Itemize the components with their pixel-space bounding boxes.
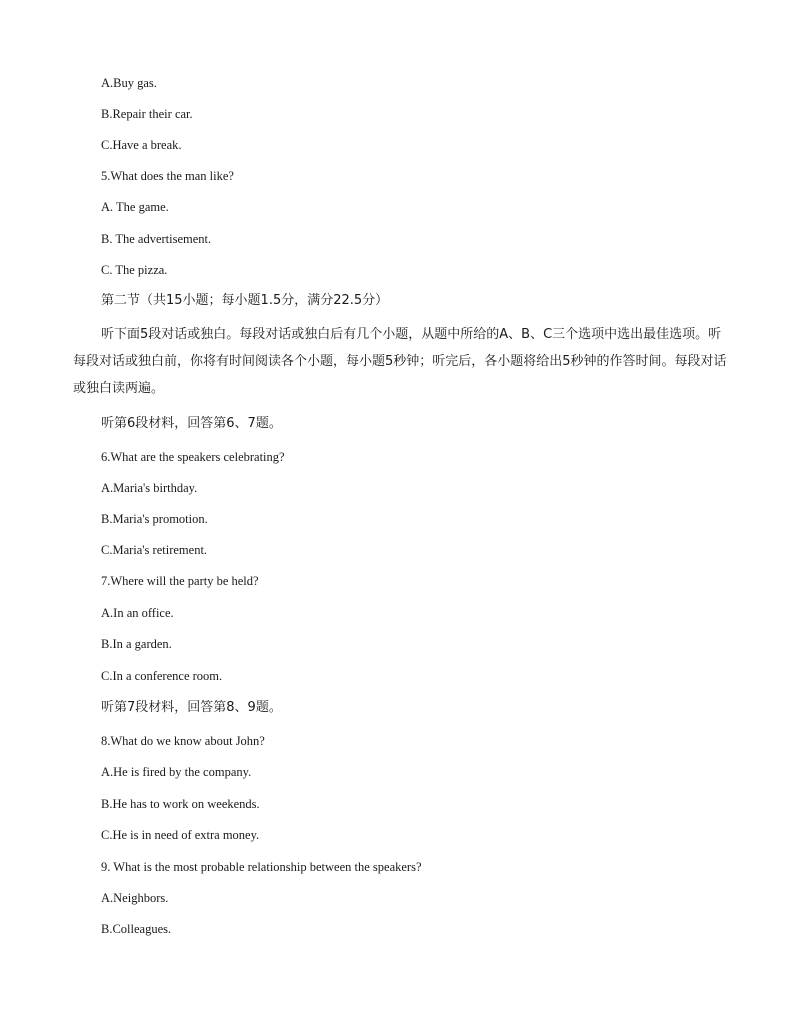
q5-option-c: C. The pizza. (101, 263, 168, 277)
q6-option-a: A.Maria's birthday. (101, 481, 198, 495)
q9-option-a: A.Neighbors. (101, 891, 169, 905)
question-7: 7.Where will the party be held? (101, 574, 259, 588)
q5-option-b: B. The advertisement. (101, 232, 212, 246)
q4-option-c: C.Have a break. (101, 138, 182, 152)
question-5: 5.What does the man like? (101, 169, 234, 183)
section-heading: 第二节（共15小题；每小题1.5分，满分22.5分） (101, 293, 389, 308)
question-9: 9. What is the most probable relationship between the speakers? (101, 860, 422, 874)
q4-option-a: A.Buy gas. (101, 76, 157, 90)
material-6-heading: 听第6段材料，回答第6、7题。 (101, 416, 282, 431)
q6-option-c: C.Maria's retirement. (101, 543, 208, 557)
material-7-heading: 听第7段材料，回答第8、9题。 (101, 700, 282, 715)
q7-option-c: C.In a conference room. (101, 669, 223, 683)
q6-option-b: B.Maria's promotion. (101, 512, 208, 526)
question-6: 6.What are the speakers celebrating? (101, 450, 285, 464)
q8-option-a: A.He is fired by the company. (101, 765, 252, 779)
q8-option-b: B.He has to work on weekends. (101, 797, 260, 811)
q7-option-b: B.In a garden. (101, 637, 172, 651)
section-instructions: 听下面5段对话或独白。每段对话或独白后有几个小题，从题中所给的A、B、C三个选项中选出最佳选项。听每段对话或独白前，你将有时间阅读各个小题，每小题5秒钟；听完后，各小题将给出5秒钟的作答时间。每段对话或独白读两遍。 (73, 327, 727, 396)
q8-option-c: C.He is in need of extra money. (101, 828, 260, 842)
q7-option-a: A.In an office. (101, 606, 174, 620)
q4-option-b: B.Repair their car. (101, 107, 193, 121)
q9-option-b: B.Colleagues. (101, 922, 172, 936)
q5-option-a: A. The game. (101, 200, 169, 214)
question-8: 8.What do we know about John? (101, 734, 265, 748)
